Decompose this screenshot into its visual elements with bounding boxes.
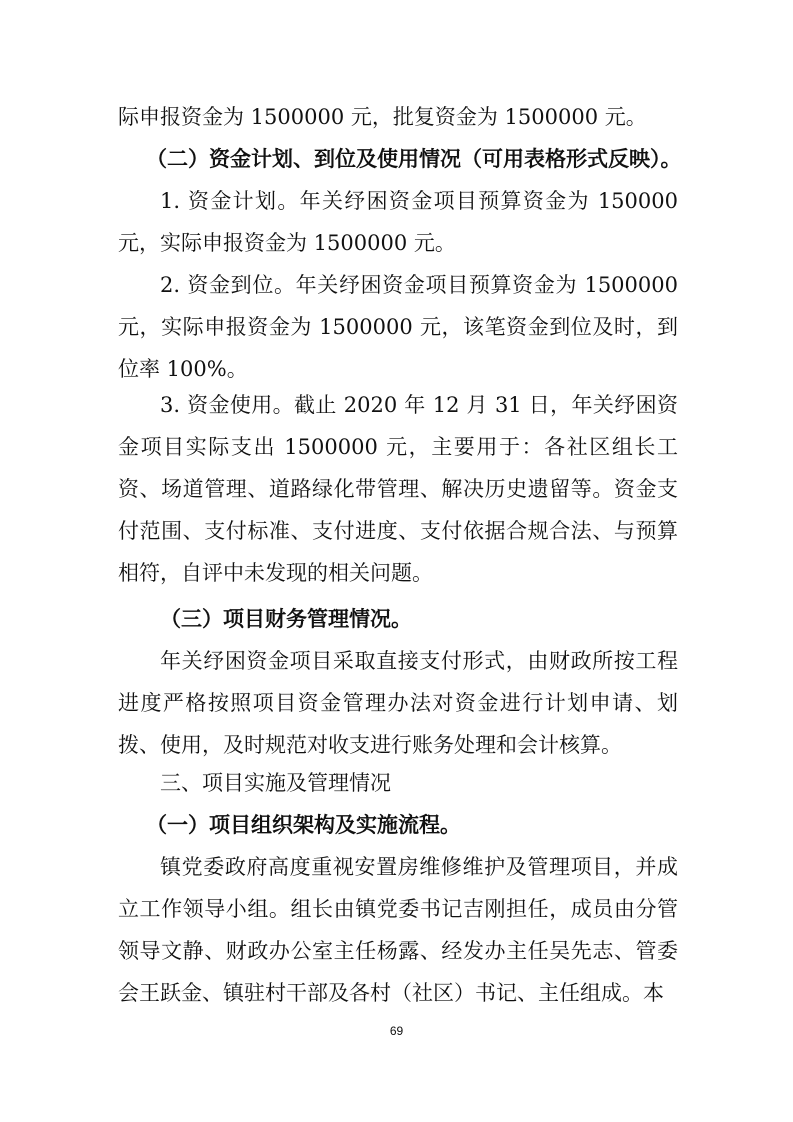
paragraph-fund-usage: 3. 资金使用。截止 2020 年 12 月 31 日，年关纾困资金项目实际支出 1500000 元，主要用于：各社区组长工资、场道管理、道路绿化带管理、解决历史遗留等。资金支付范围、支付标准、支付进度、支付依据合规合法、与预算相符，自评中未发现的相关问题。 [118, 393, 678, 585]
heading-organization: （一）项目组织架构及实施流程。 [146, 812, 461, 837]
heading-funding-plan: （二）资金计划、到位及使用情况（可用表格形式反映）。 [146, 146, 682, 171]
heading-section-three: 三、项目实施及管理情况 [160, 771, 391, 795]
paragraph-fund-arrival: 2. 资金到位。年关纾困资金项目预算资金为 1500000 元，实际申报资金为 1500000 元，该笔资金到位及时，到位率 100%。 [118, 273, 678, 381]
paragraph-organization: 镇党委政府高度重视安置房维修维护及管理项目，并成立工作领导小组。组长由镇党委书记吉刚担任，成员由分管领导文静、财政办公室主任杨露、经发办主任吴先志、管委会王跃金、镇驻村干部及各村（社区）书记、主任组成。本 [118, 855, 678, 1005]
paragraph-approval: 际申报资金为 1500000 元，批复资金为 1500000 元。 [118, 105, 647, 129]
paragraph-financial-management: 年关纾困资金项目采取直接支付形式，由财政所按工程进度严格按照项目资金管理办法对资金进行计划申请、划拨、使用，及时规范对收支进行账务处理和会计核算。 [118, 649, 678, 757]
page-number: 69 [389, 1024, 404, 1038]
heading-financial-management: （三）项目财务管理情况。 [160, 606, 412, 631]
paragraph-fund-plan: 1. 资金计划。年关纾困资金项目预算资金为 150000 元，实际申报资金为 1500000 元。 [118, 189, 678, 255]
